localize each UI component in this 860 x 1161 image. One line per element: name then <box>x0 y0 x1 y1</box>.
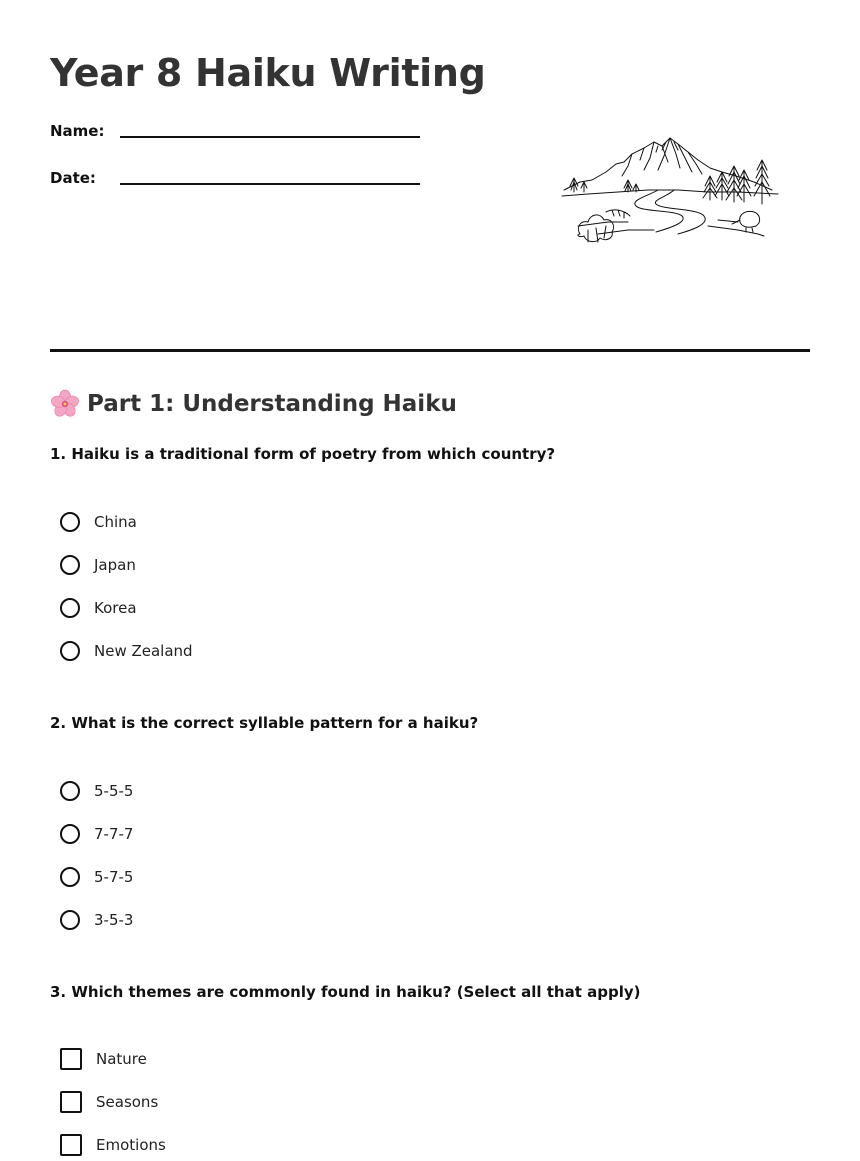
q2-option-7-7-7-radio[interactable] <box>60 824 80 844</box>
q3-option-seasons[interactable] <box>60 1089 158 1115</box>
q3-option-seasons-label: Seasons <box>96 1093 159 1111</box>
q1-option-korea[interactable] <box>60 595 137 621</box>
worksheet-page <box>50 0 810 1161</box>
question-3-text: 3. Which themes are commonly found in haiku? (Select all that apply) <box>50 983 641 1001</box>
cherry-blossom-icon <box>50 389 80 419</box>
q1-option-china-label: China <box>94 513 137 531</box>
q2-option-5-5-5[interactable] <box>60 778 133 804</box>
question-1-text: 1. Haiku is a traditional form of poetry from which country? <box>50 445 556 463</box>
q1-option-japan[interactable] <box>60 552 136 578</box>
q2-option-5-5-5-label: 5-5-5 <box>94 782 134 800</box>
q3-option-emotions-checkbox[interactable] <box>60 1134 82 1156</box>
name-field <box>50 121 430 145</box>
q2-option-5-7-5-radio[interactable] <box>60 867 80 887</box>
question-2 <box>50 713 810 733</box>
q2-option-5-5-5-radio[interactable] <box>60 781 80 801</box>
name-input-line[interactable] <box>120 136 420 138</box>
question-2-text: 2. What is the correct syllable pattern for a haiku? <box>50 714 479 732</box>
name-label: Name: <box>50 122 105 140</box>
worksheet-title: Year 8 Haiku Writing <box>50 51 486 95</box>
mountain-landscape-illustration <box>558 130 784 246</box>
q3-option-nature-checkbox[interactable] <box>60 1048 82 1070</box>
question-3 <box>50 982 810 1002</box>
q3-option-nature-label: Nature <box>96 1050 147 1068</box>
q1-option-new-zealand-radio[interactable] <box>60 641 80 661</box>
date-label: Date: <box>50 169 96 187</box>
q3-option-seasons-checkbox[interactable] <box>60 1091 82 1113</box>
part1-heading <box>50 388 457 420</box>
q3-option-emotions[interactable] <box>60 1132 166 1158</box>
q3-option-emotions-label: Emotions <box>96 1136 166 1154</box>
q2-option-3-5-3-label: 3-5-3 <box>94 911 134 929</box>
part1-heading-text: Part 1: Understanding Haiku <box>87 391 457 417</box>
q1-option-new-zealand[interactable] <box>60 638 193 664</box>
q1-option-china-radio[interactable] <box>60 512 80 532</box>
q2-option-3-5-3[interactable] <box>60 907 133 933</box>
q2-option-3-5-3-radio[interactable] <box>60 910 80 930</box>
header-divider <box>50 349 810 352</box>
q3-option-nature[interactable] <box>60 1046 147 1072</box>
q2-option-5-7-5[interactable] <box>60 864 133 890</box>
date-input-line[interactable] <box>120 183 420 185</box>
q2-option-7-7-7[interactable] <box>60 821 133 847</box>
q2-option-7-7-7-label: 7-7-7 <box>94 825 134 843</box>
q1-option-japan-label: Japan <box>94 556 136 574</box>
q1-option-china[interactable] <box>60 509 137 535</box>
date-field <box>50 168 430 192</box>
q1-option-japan-radio[interactable] <box>60 555 80 575</box>
question-1 <box>50 444 810 464</box>
q2-option-5-7-5-label: 5-7-5 <box>94 868 134 886</box>
q1-option-korea-radio[interactable] <box>60 598 80 618</box>
q1-option-korea-label: Korea <box>94 599 137 617</box>
q1-option-new-zealand-label: New Zealand <box>94 642 193 660</box>
